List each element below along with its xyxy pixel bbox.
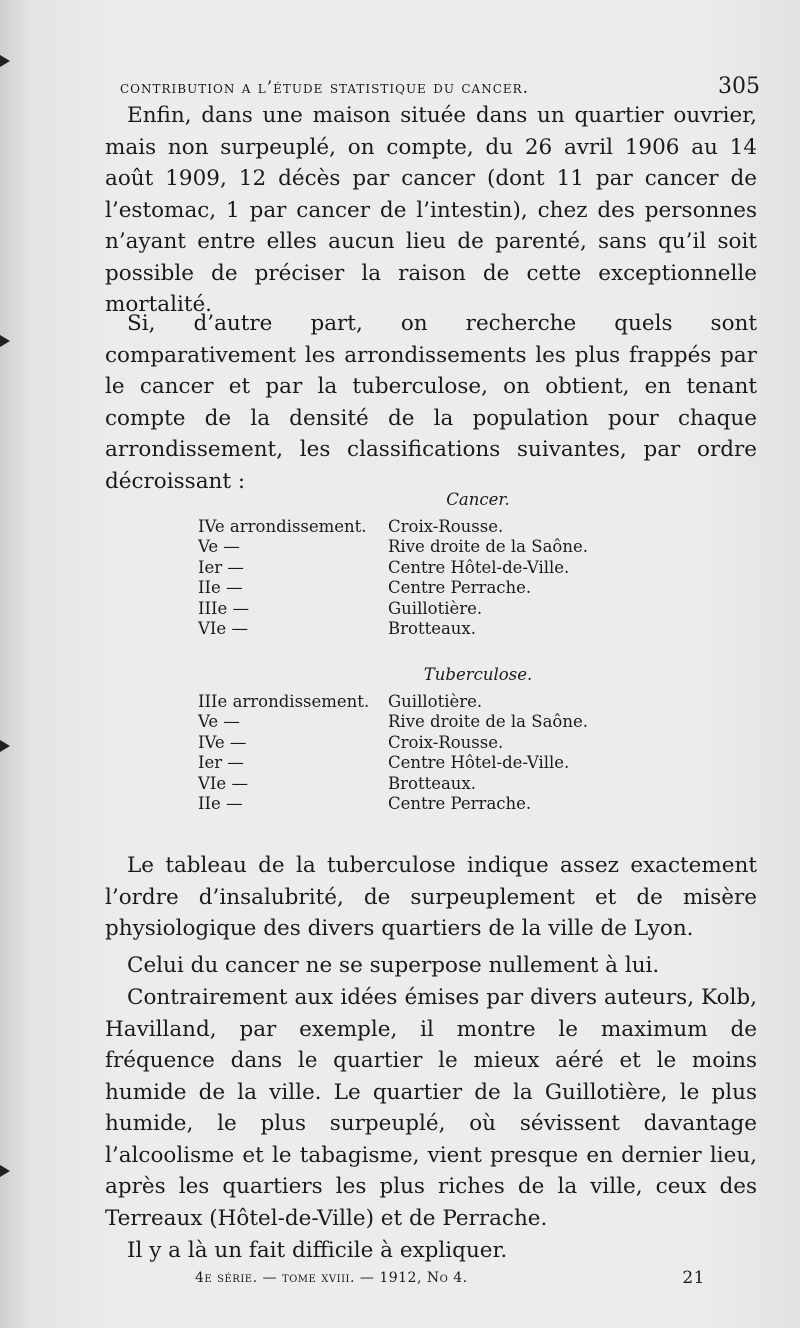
- running-title: contribution a l’étude statistique du cancer.: [120, 78, 530, 98]
- margin-arrow-icon: [0, 55, 10, 67]
- margin-arrow-icon: [0, 740, 10, 752]
- paragraph-3: Le tableau de la tuberculose indique assez exactement l’ordre d’insalubrité, de surpeuplement et de misère physiologique des divers quartiers de la ville de Lyon.: [105, 853, 757, 941]
- table-row: Ve — Rive droite de la Saône.: [198, 712, 588, 731]
- cancer-table: [198, 490, 718, 640]
- margin-arrow-icon: [0, 1165, 10, 1177]
- footer-series: 4e série. — tome xviii. — 1912, No 4.: [195, 1270, 468, 1286]
- table-row: Ier — Centre Hôtel-de-Ville.: [198, 557, 570, 577]
- margin-arrow-icon: [0, 335, 10, 347]
- table-row: IIe — Centre Perrache.: [198, 794, 532, 813]
- table-row: IIIe arrondissement. Guillotière.: [198, 691, 483, 711]
- table-caption: Tuberculose.: [423, 665, 533, 684]
- table-row: IIIe — Guillotière.: [198, 598, 483, 618]
- table-row: Ve — Rive droite de la Saône.: [198, 537, 588, 556]
- paragraph-2: Si, d’autre part, on recherche quels sont comparativement les arrondissements les plus frappés par le cancer et par la tuberculose, on obtient, en tenant compte de la densité de la population pour chaque arrondissement, les classifications suivantes, par ordre décroissant :: [105, 311, 757, 494]
- table-caption: Cancer.: [446, 490, 510, 509]
- paragraph-6: Il y a là un fait difficile à expliquer.: [127, 1238, 508, 1263]
- paragraph-5: Contrairement aux idées émises par divers auteurs, Kolb, Havilland, par exemple, il montre le maximum de fréquence dans le quartier le mieux aéré et le moins humide de la ville. Le quartier de la Guillotière, le plus humide, le plus surpeuplé, où sévissent davantage l’alcoolisme et le tabagisme, vient presque en dernier lieu, après les quartiers les plus riches de la ville, ceux des Terreaux (Hôtel-de-Ville) et de Perrache.: [105, 985, 757, 1231]
- table-row: IVe arrondissement. Croix-Rousse.: [198, 516, 504, 536]
- page-footer: [195, 1270, 705, 1286]
- paragraph-1: Enfin, dans une maison située dans un quartier ouvrier, mais non surpeuplé, on compte, du 26 avril 1906 au 14 août 1909, 12 décès par cancer (dont 11 par cancer de l’estomac, 1 par cancer de l’intestin), chez des personnes n’ayant entre elles aucun lieu de parenté, sans qu’il soit possible de préciser la raison de cette exceptionnelle mortalité.: [105, 103, 757, 317]
- table-row: Ier — Centre Hôtel-de-Ville.: [198, 753, 570, 772]
- page-number: 305: [718, 74, 760, 99]
- paragraph-4: Celui du cancer ne se superpose nullement à lui.: [127, 953, 660, 978]
- signature-mark: 21: [682, 1268, 705, 1288]
- table-row: IIe — Centre Perrache.: [198, 578, 532, 597]
- table-row: VIe — Brotteaux.: [198, 773, 476, 793]
- table-row: VIe — Brotteaux.: [198, 619, 476, 638]
- table-row: IVe — Croix-Rousse.: [198, 732, 504, 752]
- running-header: [120, 74, 760, 99]
- tuberculose-table: [198, 665, 718, 815]
